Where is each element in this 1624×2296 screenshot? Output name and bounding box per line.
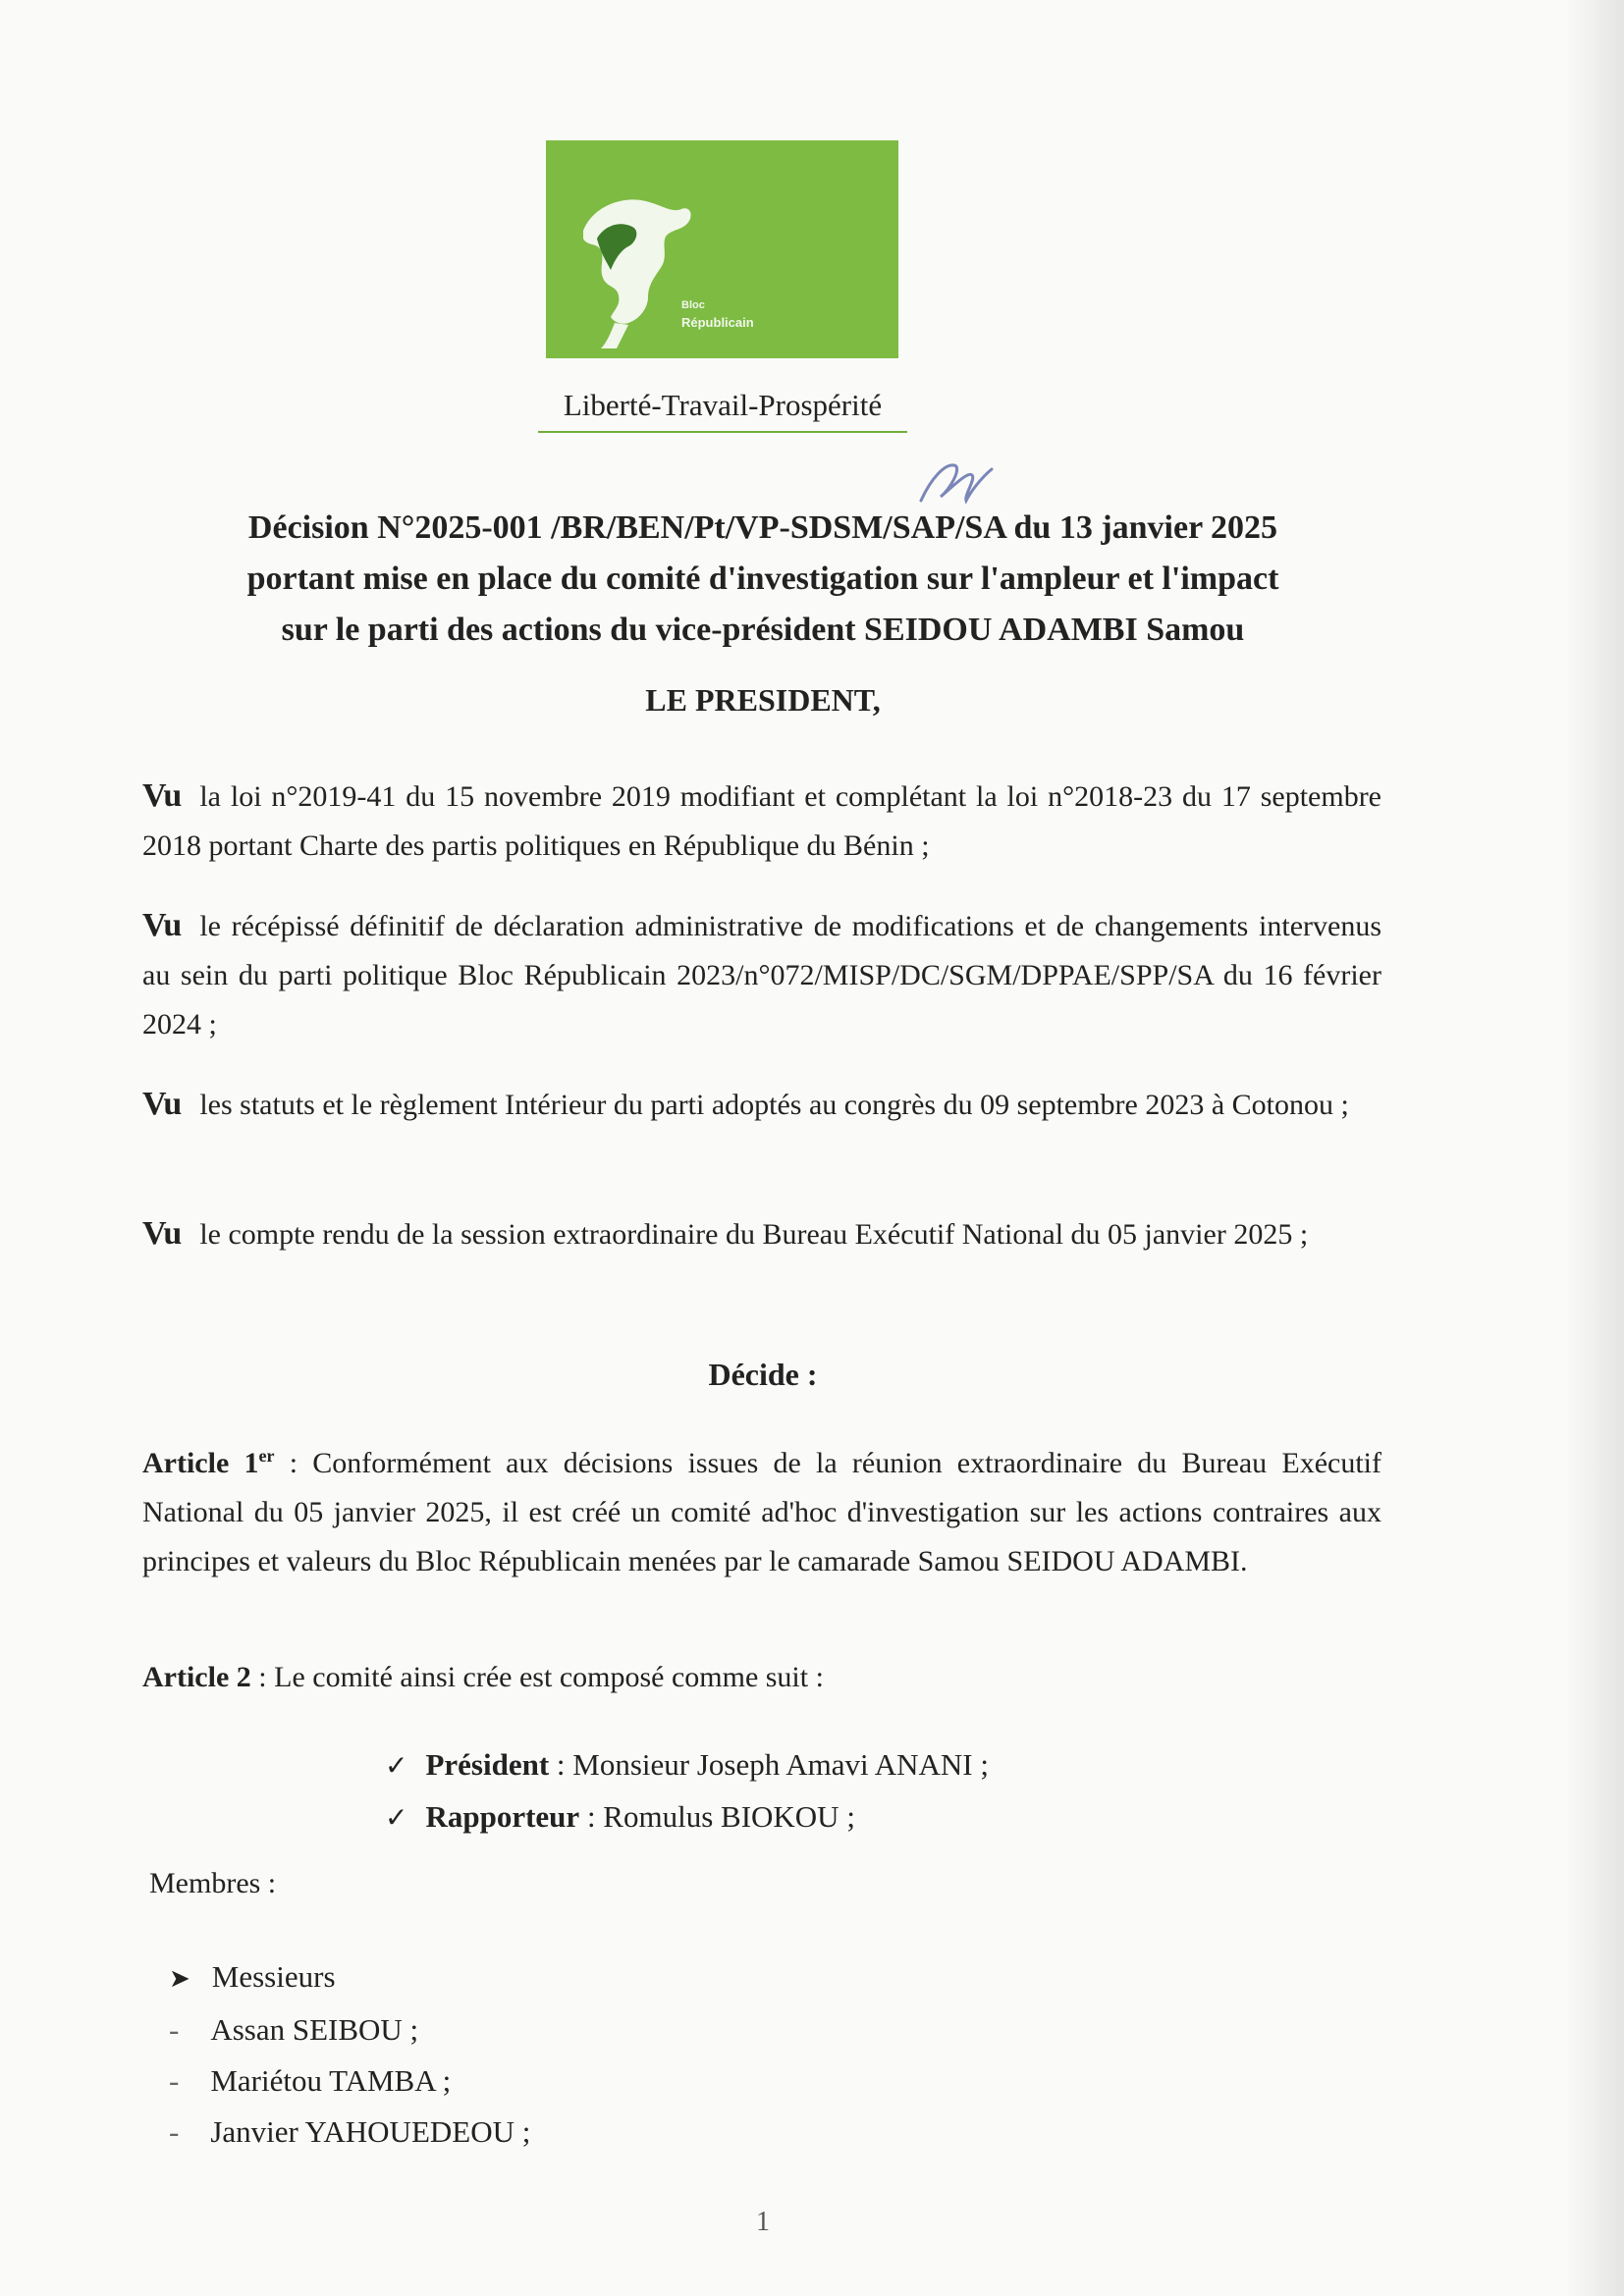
consideration-2	[142, 901, 1381, 1049]
committee-role: Président	[425, 1747, 550, 1782]
party-motto: Liberté-Travail-Prospérité	[563, 388, 883, 422]
page-edge-shadow	[1565, 0, 1624, 2296]
consideration-4	[142, 1209, 1381, 1259]
list-item	[169, 2107, 530, 2158]
article-1-label: Article 1	[142, 1447, 259, 1479]
president-heading: LE PRESIDENT,	[645, 682, 881, 718]
vu-keyword: Vu	[142, 907, 183, 943]
committee-list	[385, 1739, 989, 1843]
member-name: Janvier YAHOUEDEOU ;	[210, 2114, 531, 2149]
list-item	[169, 2056, 530, 2107]
vu-keyword: Vu	[142, 777, 183, 814]
vu-keyword: Vu	[142, 1086, 183, 1122]
article-1-sup: er	[258, 1446, 275, 1466]
members-group-label: Messieurs	[211, 1959, 336, 1994]
party-logo	[546, 140, 898, 358]
consideration-text: le compte rendu de la session extraordinaire du Bureau Exécutif National du 05 janvier 2025 ;	[199, 1218, 1309, 1251]
logo-text-top: Bloc	[681, 299, 705, 311]
title-line-2: portant mise en place du comité d'investigation sur l'ampleur et l'impact	[246, 561, 1279, 597]
page-number: 1	[756, 2207, 770, 2237]
members-group	[169, 1951, 530, 2004]
arrow-bullet-icon: ➤	[169, 1964, 190, 1994]
decision-title	[151, 503, 1375, 656]
consideration-text: la loi n°2019-41 du 15 novembre 2019 modifiant et complétant la loi n°2018-23 du 17 septembre 2018 portant Charte des partis politiques en République du Bénin ;	[142, 780, 1381, 862]
committee-row-rapporteur	[385, 1791, 989, 1843]
title-line-1: Décision N°2025-001 /BR/BEN/Pt/VP-SDSM/SAP/SA du 13 janvier 2025	[247, 509, 1278, 546]
consideration-text: les statuts et le règlement Intérieur du parti adoptés au congrès du 09 septembre 2023 à Cotonou ;	[199, 1089, 1349, 1121]
committee-row-president	[385, 1739, 989, 1791]
checkmark-icon: ✓	[385, 1801, 408, 1834]
motto-underline	[538, 431, 907, 433]
member-name: Assan SEIBOU ;	[210, 2012, 419, 2047]
logo-text-bottom: Républicain	[681, 315, 754, 330]
article-2-label: Article 2	[142, 1661, 251, 1693]
decide-heading: Décide :	[708, 1357, 818, 1392]
vu-keyword: Vu	[142, 1215, 183, 1252]
member-name: Mariétou TAMBA ;	[210, 2063, 452, 2098]
list-item	[169, 2004, 530, 2056]
article-2	[142, 1653, 1381, 1702]
members-list	[169, 1951, 530, 2158]
article-1-text: : Conformément aux décisions issues de la réunion extraordinaire du Bureau Exécutif National du 05 janvier 2025, il est créé un comité ad'hoc d'investigation sur les actions contraires aux principes et valeurs du Bloc Républicain menées par le camarade Samou SEIDOU ADAMBI.	[142, 1447, 1381, 1577]
committee-role: Rapporteur	[425, 1799, 580, 1834]
committee-name: : Monsieur Joseph Amavi ANANI ;	[549, 1747, 989, 1782]
members-label: Membres :	[149, 1867, 277, 1899]
dash-bullet-icon: -	[169, 2063, 180, 2098]
consideration-3	[142, 1080, 1381, 1130]
dash-bullet-icon: -	[169, 2012, 180, 2047]
dash-bullet-icon: -	[169, 2114, 180, 2149]
consideration-1	[142, 772, 1381, 871]
title-line-3: sur le parti des actions du vice-président SEIDOU ADAMBI Samou	[281, 612, 1245, 648]
checkmark-icon: ✓	[385, 1749, 408, 1782]
consideration-text: le récépissé définitif de déclaration administrative de modifications et de changements intervenus au sein du parti politique Bloc Républicain 2023/n°072/MISP/DC/SGM/DPPAE/SPP/SA du 16 février 2024 ;	[142, 910, 1381, 1041]
article-2-text: : Le comité ainsi crée est composé comme suit :	[250, 1661, 824, 1693]
article-1	[142, 1431, 1381, 1586]
committee-name: : Romulus BIOKOU ;	[579, 1799, 855, 1834]
logo-caption	[681, 297, 754, 331]
